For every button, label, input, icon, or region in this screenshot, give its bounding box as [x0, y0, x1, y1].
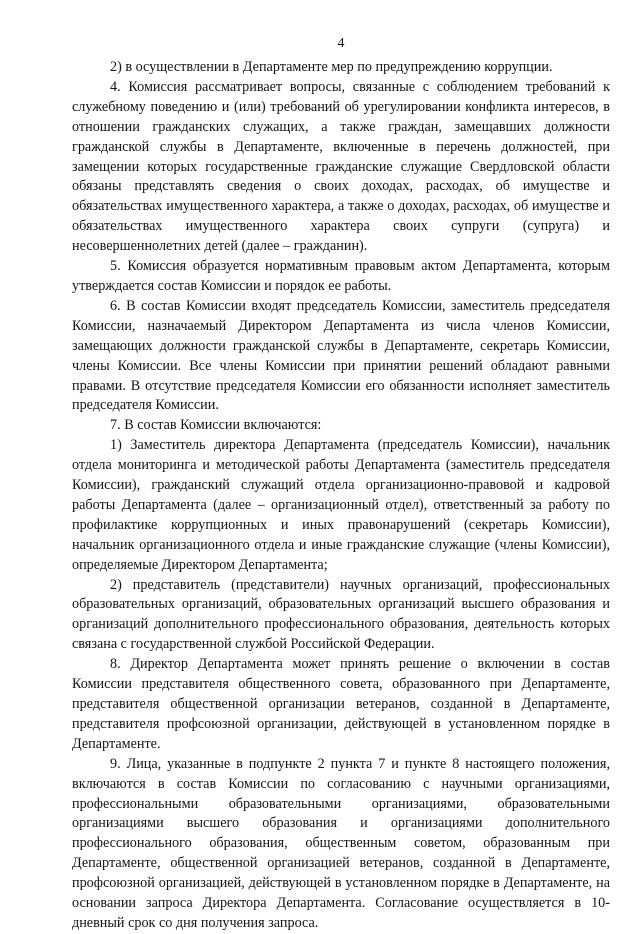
paragraph-7: 7. В состав Комиссии включаются: — [110, 417, 322, 434]
paragraph-7-1: 1) Заместитель директора Департамента (председатель Комиссии), начальник отдела мониторинга и методической работы Департамента (заместитель председателя Комиссии), гражданский служащий отдела организационно-правовой и кадровой работы Департамента (далее – организационный отдел), ответственный за работу по профилактике коррупционных и иных правонарушений (секретарь Комиссии), начальник организационного отдела и иные гражданские служащие (члены Комиссии), определяемые Директором Департамента; — [72, 437, 610, 573]
paragraph-5: 5. Комиссия образуется нормативным правовым актом Департамента, которым утверждается состав Комиссии и порядок ее работы. — [72, 258, 610, 294]
paragraph-8: 8. Директор Департамента может принять решение о включении в состав Комиссии представителя общественного совета, образованного при Департаменте, представителя общественной организации ветеранов, созданной в Департаменте, представителя профсоюзной организации, действующей в установленном порядке в Департаменте. — [72, 656, 610, 752]
paragraph-9: 9. Лица, указанные в подпункте 2 пункта 7 и пункте 8 настоящего положения, включаются в состав Комиссии по согласованию с научными организациями, профессиональными образовательными организациями, образовательными организациями высшего образования и организациями дополнительного профессионального образования, общественным советом, образованным при Департаменте, общественной организацией ветеранов, созданной в Департаменте, профсоюзной организацией, действующей в установленном порядке в Департаменте, на основании запроса Директора Департамента. Согласование осуществляется в 10-дневный срок со дня получения запроса. — [72, 755, 610, 931]
page-number: 4 — [337, 36, 345, 51]
paragraph-4: 4. Комиссия рассматривает вопросы, связанные с соблюдением требований к служебному поведению и (или) требований об урегулировании конфликта интересов, в отношении гражданских служащих, а также граждан, замещавших должности гражданской службы в Департаменте, включенные в перечень должностей, при замещении которых государственные гражданские служащие Свердловской области обязаны представлять сведения о своих доходах, расходах, об имуществе и обязательствах имущественного характера, а также о доходах, расходах, об имуществе и обязательствах имущественного характера своих супруги (супруга) и несовершеннолетних детей (далее – гражданин). — [72, 78, 610, 255]
paragraph-7-2: 2) представитель (представители) научных организаций, профессиональных образовательных организаций, образовательных организаций высшего образования и организаций дополнительного профессионального образования, деятельность которых связана с государственной службой Российской Федерации. — [72, 576, 610, 653]
paragraph-3-2: 2) в осуществлении в Департаменте мер по предупреждению коррупции. — [110, 59, 553, 75]
paragraph-6: 6. В состав Комиссии входят председатель Комиссии, заместитель председателя Комиссии, назначаемый Директором Департамента из числа членов Комиссии, замещающих должности гражданской службы в Департаменте, секретарь Комиссии, члены Комиссии. Все члены Комиссии при принятии решений обладают равными правами. В отсутствие председателя Комиссии его обязанности исполняет заместитель председателя Комиссии. — [72, 297, 610, 414]
